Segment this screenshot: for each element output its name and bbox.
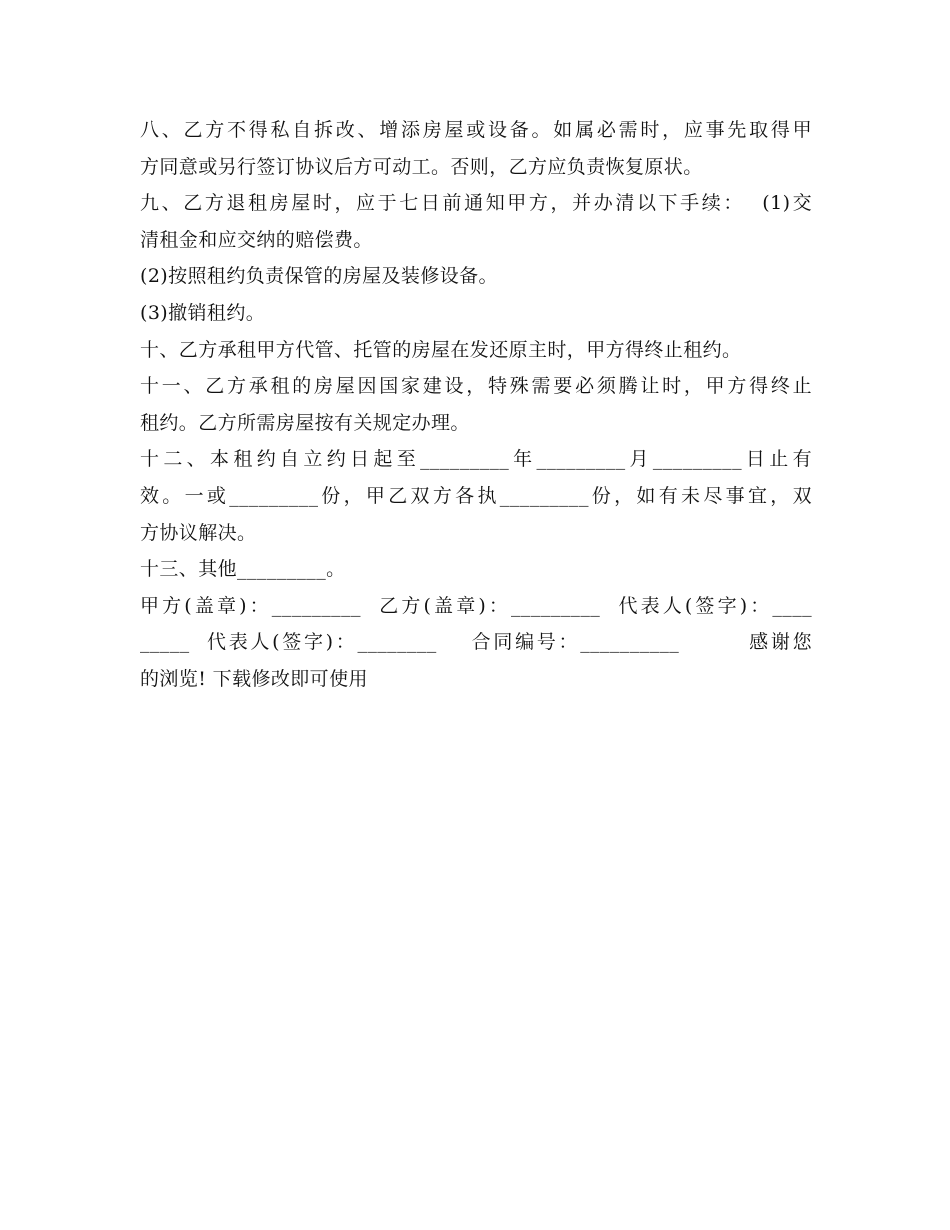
clause-13: 十三、其他_________。 [140,558,346,581]
closing-note: 的浏览! 下载修改即可使用 [140,667,368,690]
clause-8-line-2: 方同意或另行签订协议后方可动工。否则，乙方应负责恢复原状。 [140,155,703,178]
clause-12-line-2: 效。一或_________份，甲乙双方各执_________份，如有未尽事宜，双 [140,484,812,507]
signature-line-2: _____ 代表人(签字)：________ 合同编号：__________ 感谢您 [140,631,812,654]
clause-11-line-2: 租约。乙方所需房屋按有关规定办理。 [140,411,470,434]
clause-11-line-1: 十一、乙方承租的房屋因国家建设，特殊需要必须腾让时，甲方得终止 [140,375,812,398]
clause-10: 十、乙方承租甲方代管、托管的房屋在发还原主时，甲方得终止租约。 [140,338,742,361]
signature-line-1: 甲方(盖章)：_________ 乙方(盖章)：_________ 代表人(签字)：____ [140,594,812,617]
clause-9-item-2: (2)按照租约负责保管的房屋及装修设备。 [140,265,498,288]
clause-9-line-2: 清租金和应交纳的赔偿费。 [140,228,373,251]
document-body [140,112,812,698]
clause-9-line-1: 九、乙方退租房屋时，应于七日前通知甲方，并办清以下手续： (1)交 [140,192,812,215]
clause-8-line-1: 八、乙方不得私自拆改、增添房屋或设备。如属必需时，应事先取得甲 [140,119,812,141]
clause-12-line-3: 方协议解决。 [140,521,257,544]
clause-12-line-1: 十二、本租约自立约日起至_________年_________月_________日止有 [140,448,812,471]
clause-9-item-3: (3)撤销租约。 [140,301,266,324]
